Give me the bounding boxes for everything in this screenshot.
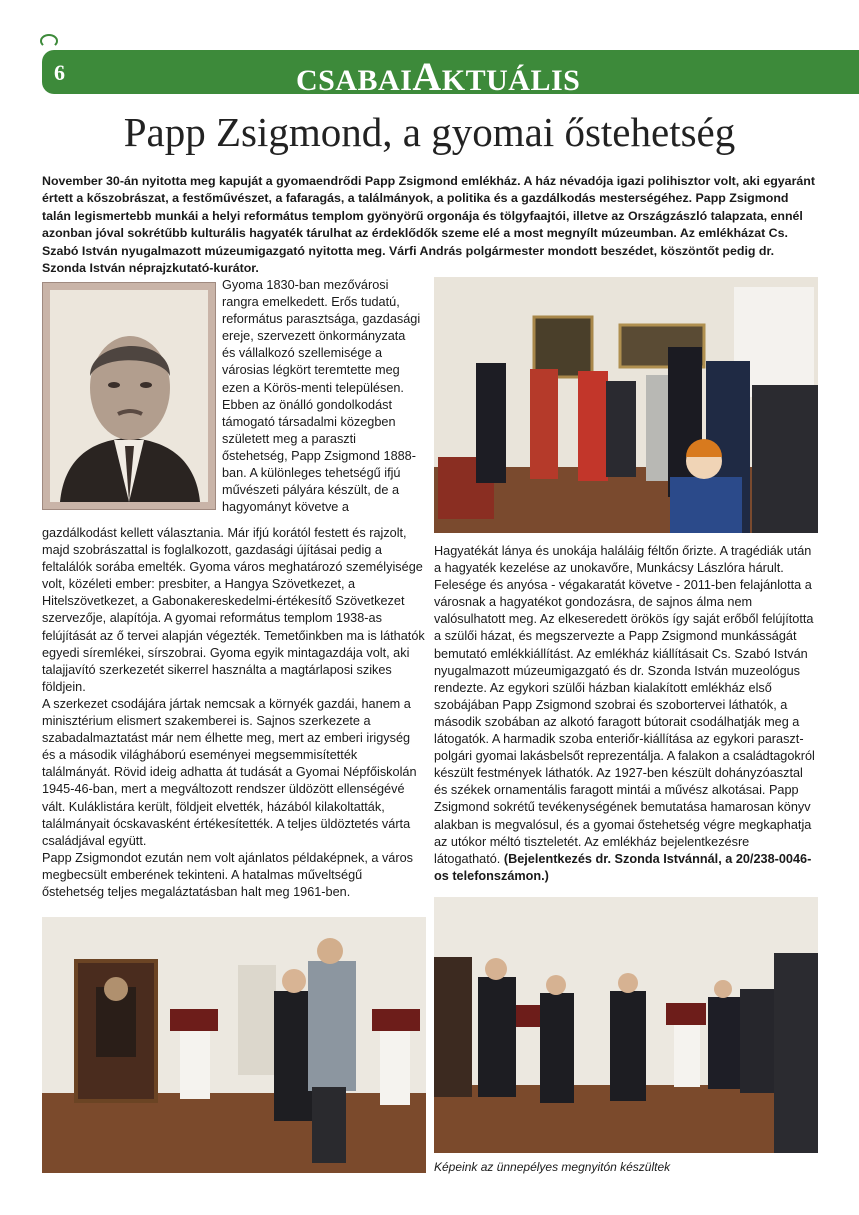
brand-initial: A xyxy=(412,54,442,99)
article-lead: November 30-án nyitotta meg kapuját a gyomaendrődi Papp Zsigmond emlékház. A ház névadója igazi polihisztor volt, aki egyaránt értett a kőszobrászat, a festőművészet, a fafaragás, a találmányok, a politika és a gazdálkodás mesterségéhez. Papp Zsigmond talán legismertebb munkái a helyi református templom gyönyörű orgonája és tölgyfaajtói, illetve az Országzászló talapzata, ennél azonban jóval sokrétűbb kulturális hagyaték tárulhat az érdeklődők szeme elé a most megnyílt múzeumban. Az emlékházat Cs. Szabó István nyugalmazott múzeumigazgató nyitotta meg. Várfi András polgármester mondott beszédet, köszöntőt pedig dr. Szonda István néprajzkutató-kurátor. xyxy=(42,174,815,276)
left-column-top-text: Gyoma 1830-ban mezővárosi rangra emelkedett. Erős tudatú, református parasztsága, gazdasági ereje, szervezett önkormányzata és vállalkozó szellemisége a városias légkört teremtette meg ezen a Körös-menti településen. Ebben az önálló gondolkodást támogató társadalmi közegben született meg a paraszti őstehetség, Papp Zsigmond 1888-ban. A különleges tehetségű ifjú művészeti pályára készült, de a hagyományt követve a xyxy=(222,278,421,515)
right-column-text: Hagyatékát lánya és unokája haláláig féltőn őrizte. A tragédiák után a hagyaték kezelése az unokavőre, Munkácsy Lászlóra hárult. Felesége és anyósa - végakaratát követve - 2011-ben felajánlotta a városnak a hagyatékot gondozásra, de sajnos álma nem valósulhatott meg. Az elkeseredett örökös így saját erőből felújította a szülői házat, és megszervezte a Papp Zsigmond munkásságát bemutató emlékkiállítást. Az emlékház kiállításait Cs. Szabó István nyugalmazott múzeumigazgató és dr. Szonda István muzeológus rendezte. Az egykori szülői házban kialakított emlékház első szobájában Papp Zsigmond szobrai és szobortervei láthatók, a második szobában az alkotó faragott bútorait csodálhatják meg a látogatók. A harmadik szoba enteriőr-kiállítása az egykori parasztpolgári gyomai lakásbelsőt reprezentálja. A falakon a családtagokról készült festmények láthatók. Az 1927-ben készült dohányzóasztal és székek ornamentális faragott mintái a művész alkotásai. Papp Zsigmond sokrétű tevékenységének bemutatása hamarosan könyv alakban is megvalósul, és a gyomai őstehetség végre megkaphatja az utókor méltó tiszteletét. Az emlékház bejelentkezésre látogatható. xyxy=(434,544,815,866)
portrait-frame xyxy=(42,282,216,510)
left-column-paragraph-2: A szerkezet csodájára jártak nemcsak a környék gazdái, hanem a minisztérium elismert szakemberei is. Sajnos szerkezete a szabadalmaztatást már nem élhette meg, mert az emberi irigység és a második világháború eseményei megsemmisítették találmányát. Rövid ideig adhatta át tudását a Gyomai Népfőiskolán 1945-46-ban, mert a megváltozott rendszer üldözött ellenségévé vált. Kuláklistára került, földjeit elvették, házából kilakoltatták, találmányait ócskavasként értékesítették. A teljes üldöztetés várta családjával együtt. xyxy=(42,696,417,848)
left-column-paragraph-1: gazdálkodást kellett választania. Már ifjú korától festett és rajzolt, majd szobrászattal is foglalkozott, gazdasági újításai pedig a feltalálók sorába emelték. Gyoma város meghatározó személyisége volt, közéleti ember: presbiter, a Hangya Szövetkezet, a Hitelszövetkezet, a Gabonakereskedelmi-értékesítő Szövetkezet szervezője, alapítója. A gyomai református templom 1938-as felújítását az ő tervei alapján végezték. Temetőinkben ma is láthatók egyedi síremlékei, sírszobrai. Gyoma egyik mintagazdája volt, aki talajjavító szerkezetét sikerrel használta a magtárlaposi szikes földjein. xyxy=(42,526,425,694)
photo-caption: Képeink az ünnepélyes megnyitón készültek xyxy=(434,1160,671,1174)
brand-part2: KTUÁLIS xyxy=(441,64,581,97)
left-column-top xyxy=(222,277,422,516)
photo-opening-speakers xyxy=(434,897,818,1153)
left-column-bottom xyxy=(42,525,426,901)
article-title: Papp Zsigmond, a gyomai őstehetség xyxy=(123,109,736,155)
left-column-paragraph-3: Papp Zsigmondot ezután nem volt ajánlatos példaképnek, a város megbecsült emberének tekinteni. A hatalmas műveltségű őstehetség teljes megaláztatásban halt meg 1961-ben. xyxy=(42,850,413,899)
right-column xyxy=(434,543,819,885)
brand-part1: CSABAI xyxy=(296,64,413,97)
photo-visitors-room xyxy=(42,917,426,1173)
photo-exhibition-visitors xyxy=(434,277,818,533)
portrait-photo xyxy=(50,290,208,502)
header-bar xyxy=(42,50,859,99)
right-column-booking-note: (Bejelentkezés dr. Szonda Istvánnál, a 20/238-0046-os telefonszámon.) xyxy=(434,851,812,883)
page-number: 6 xyxy=(54,60,65,85)
brand-swirl-icon xyxy=(40,34,58,48)
magazine-brand xyxy=(296,53,580,100)
